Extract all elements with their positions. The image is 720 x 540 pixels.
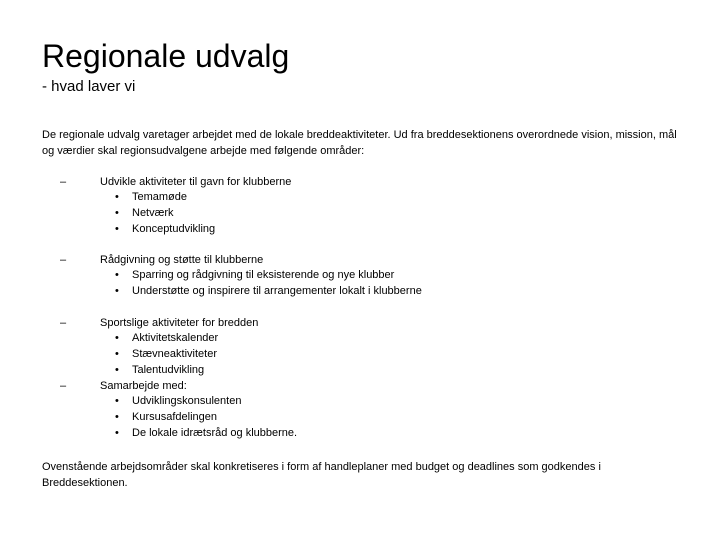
slide-subtitle: - hvad laver vi — [42, 78, 136, 95]
bullet-marker: • — [115, 222, 119, 235]
list-item — [100, 206, 682, 222]
bullet-marker: • — [115, 347, 119, 360]
work-area-advice — [42, 252, 682, 300]
work-area-title: Rådgivning og støtte til klubberne — [100, 254, 264, 267]
work-area-sports — [42, 315, 682, 378]
list-item-text: Talentudvikling — [132, 363, 205, 376]
dash-marker: – — [60, 176, 67, 188]
work-area-title: Samarbejde med: — [100, 380, 187, 393]
sub-list — [100, 268, 682, 300]
list-item — [100, 347, 682, 363]
sub-list — [100, 331, 682, 378]
bullet-marker: • — [115, 191, 119, 203]
work-area-title: Udvikle aktiviteter til gavn for klubberne — [100, 176, 292, 188]
bullet-marker: • — [115, 285, 119, 298]
list-item — [100, 222, 682, 238]
bullet-marker: • — [115, 363, 119, 376]
list-item — [100, 268, 682, 284]
list-item-text: Understøtte og inspirere til arrangementer lokalt i klubberne — [132, 285, 422, 298]
dash-marker: – — [60, 380, 67, 393]
bullet-marker: • — [115, 395, 119, 408]
list-item — [100, 426, 682, 442]
bullet-marker: • — [115, 331, 119, 344]
dash-marker: – — [60, 316, 67, 329]
list-item — [100, 190, 682, 206]
intro-paragraph: De regionale udvalg varetager arbejdet med de lokale breddeaktiviteter. Ud fra breddesektionens overordnede vision, mission, mål og værdier skal regionsudvalgene arbejde med følgende områder: — [42, 129, 677, 157]
sub-list — [100, 394, 682, 441]
bullet-marker: • — [115, 411, 119, 424]
work-area-cooperation — [42, 378, 682, 441]
list-item-text: Netværk — [132, 206, 174, 219]
list-item-text: Temamøde — [132, 191, 188, 203]
list-item-text: Udviklingskonsulenten — [132, 395, 242, 408]
work-area-title: Sportslige aktiviteter for bredden — [100, 316, 259, 329]
list-item-text: Stævneaktiviteter — [132, 347, 217, 360]
sub-list — [100, 190, 682, 237]
list-item — [100, 363, 682, 379]
work-areas-list — [42, 174, 682, 442]
list-item — [100, 394, 682, 410]
list-item-text: Konceptudvikling — [132, 222, 216, 235]
list-item-text: Aktivitetskalender — [132, 331, 219, 344]
slide-title: Regionale udvalg — [42, 38, 290, 74]
bullet-marker: • — [115, 426, 119, 439]
closing-paragraph: Ovenstående arbejdsområder skal konkretiseres i form af handleplaner med budget og deadlines som godkendes i Breddesektionen. — [42, 461, 601, 489]
list-item-text: Sparring og rådgivning til eksisterende og nye klubber — [132, 269, 395, 282]
list-item — [100, 331, 682, 347]
bullet-marker: • — [115, 269, 119, 282]
list-item — [100, 284, 682, 300]
bullet-marker: • — [115, 206, 119, 219]
work-area-activities — [42, 174, 682, 237]
list-item-text: Kursusafdelingen — [132, 411, 218, 424]
list-item-text: De lokale idrætsråd og klubberne. — [132, 426, 298, 439]
dash-marker: – — [60, 254, 67, 267]
list-item — [100, 410, 682, 426]
